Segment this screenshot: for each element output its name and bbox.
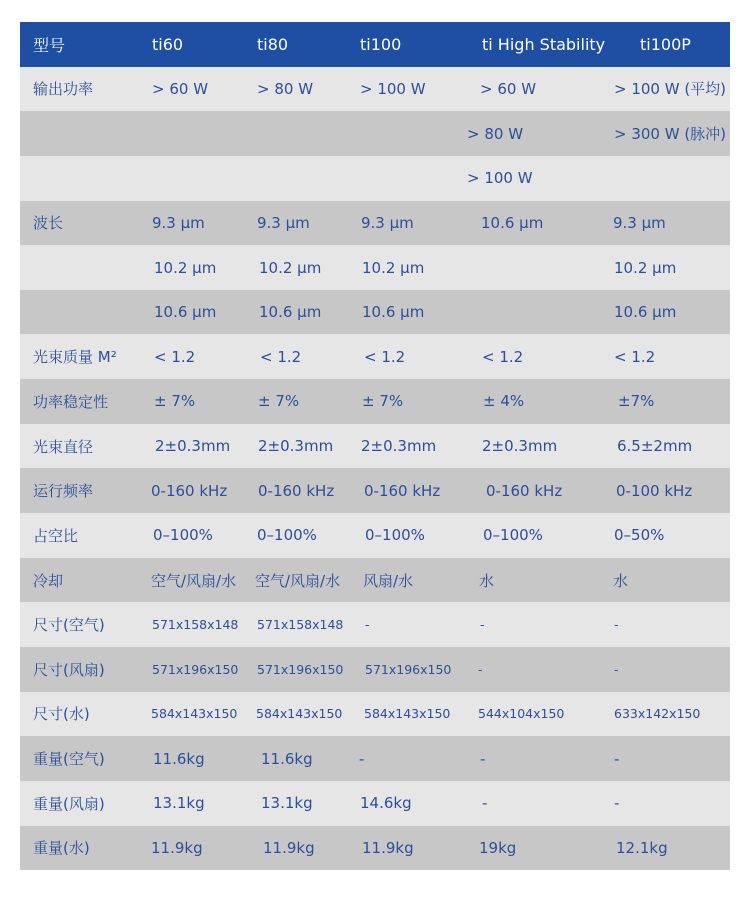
table-cell: 10.6 μm: [614, 303, 677, 322]
table-cell: 9.3 μm: [257, 213, 310, 232]
row-label: 尺寸(风扇): [33, 660, 105, 679]
header-ti80: ti80: [257, 34, 289, 54]
table-cell: 13.1kg: [261, 794, 313, 813]
table-cell: ±7%: [618, 392, 655, 411]
table-row: [20, 111, 730, 156]
table-cell: < 1.2: [482, 347, 524, 366]
header-ti-high-stability: ti High Stability: [482, 34, 606, 54]
row-label: 重量(空气): [33, 750, 105, 769]
table-cell: 空气/风扇/水: [151, 571, 237, 590]
table-cell: 2±0.3mm: [155, 437, 231, 456]
table-cell: 11.9kg: [151, 838, 203, 857]
row-label: 重量(水): [33, 839, 90, 858]
table-cell: ± 7%: [258, 392, 300, 411]
table-cell: < 1.2: [154, 347, 196, 366]
table-row: [20, 558, 730, 603]
row-label: 重量(风扇): [33, 794, 105, 813]
header-ti60: ti60: [152, 34, 184, 54]
row-label: 功率稳定性: [33, 392, 109, 411]
table-cell: 10.6 μm: [362, 303, 425, 322]
table-cell: 10.6 μm: [154, 303, 217, 322]
table-cell: > 80 W: [257, 79, 314, 98]
table-cell: ± 7%: [154, 392, 196, 411]
table-cell: 584x143x150: [364, 706, 451, 722]
table-cell: 10.2 μm: [614, 258, 677, 277]
table-cell: 11.6kg: [153, 749, 205, 768]
table-cell: > 100 W: [467, 169, 533, 188]
header-model: 型号: [33, 35, 66, 55]
table-cell: 0–100%: [483, 526, 543, 545]
table-cell: -: [614, 617, 619, 633]
table-cell: 14.6kg: [360, 794, 412, 813]
table-row: [20, 602, 730, 647]
table-cell: 571x158x148: [152, 617, 239, 633]
table-cell: 10.2 μm: [154, 258, 217, 277]
table-cell: > 300 W (脉冲): [614, 125, 727, 144]
table-cell: 13.1kg: [153, 794, 205, 813]
table-cell: 10.2 μm: [259, 258, 322, 277]
table-cell: 633x142x150: [614, 706, 701, 722]
table-cell: 0-160 kHz: [364, 481, 441, 500]
table-cell: > 60 W: [152, 79, 209, 98]
table-cell: 11.6kg: [261, 749, 313, 768]
table-cell: 0-160 kHz: [486, 481, 563, 500]
table-cell: 0-100 kHz: [616, 481, 693, 500]
table-cell: 571x158x148: [257, 617, 344, 633]
table-row: [20, 468, 730, 513]
table-row: [20, 334, 730, 379]
table-cell: 0-160 kHz: [258, 481, 335, 500]
table-cell: 6.5±2mm: [617, 437, 693, 456]
table-cell: 风扇/水: [363, 571, 414, 590]
table-cell: -: [614, 794, 620, 813]
table-cell: > 100 W: [360, 79, 426, 98]
row-label: 尺寸(水): [33, 705, 90, 724]
table-cell: 9.3 μm: [361, 213, 414, 232]
table-cell: 水: [613, 571, 629, 590]
table-cell: 0–50%: [614, 526, 665, 545]
table-row: [20, 201, 730, 246]
table-cell: -: [365, 617, 370, 633]
row-label: 尺寸(空气): [33, 616, 105, 635]
table-cell: 0–100%: [365, 526, 425, 545]
table-header-row: [20, 22, 730, 67]
table-cell: -: [480, 749, 486, 768]
table-cell: 0–100%: [257, 526, 317, 545]
table-cell: 0-160 kHz: [151, 481, 228, 500]
table-cell: > 80 W: [467, 124, 524, 143]
table-cell: 571x196x150: [152, 661, 239, 677]
table-cell: 12.1kg: [616, 838, 668, 857]
table-cell: -: [614, 661, 619, 677]
table-cell: 584x143x150: [256, 706, 343, 722]
table-cell: 2±0.3mm: [258, 437, 334, 456]
table-row: [20, 156, 730, 201]
table-cell: 水: [479, 571, 495, 590]
table-row: [20, 245, 730, 290]
table-cell: 571x196x150: [257, 661, 344, 677]
spec-table: [20, 22, 730, 870]
table-row: [20, 290, 730, 335]
table-row: [20, 781, 730, 826]
table-cell: 2±0.3mm: [361, 437, 437, 456]
table-cell: ± 7%: [362, 392, 404, 411]
table-cell: -: [614, 749, 620, 768]
table-cell: 11.9kg: [263, 838, 315, 857]
table-cell: > 100 W (平均): [614, 80, 727, 99]
table-cell: 9.3 μm: [152, 213, 205, 232]
table-cell: -: [480, 617, 485, 633]
table-row: [20, 692, 730, 737]
row-label: 运行频率: [33, 482, 94, 501]
table-cell: 19kg: [479, 838, 517, 857]
row-label: 光束直径: [33, 437, 94, 456]
table-row: [20, 379, 730, 424]
table-row: [20, 513, 730, 558]
table-cell: < 1.2: [614, 347, 656, 366]
table-cell: ± 4%: [483, 392, 525, 411]
table-cell: < 1.2: [364, 347, 406, 366]
table-cell: -: [478, 661, 483, 677]
table-cell: 584x143x150: [151, 706, 238, 722]
table-cell: -: [482, 794, 488, 813]
header-ti100p: ti100P: [640, 34, 691, 54]
table-row: [20, 826, 730, 871]
header-ti100: ti100: [360, 34, 402, 54]
table-cell: < 1.2: [260, 347, 302, 366]
table-cell: > 60 W: [480, 79, 537, 98]
table-cell: -: [359, 749, 365, 768]
table-row: [20, 736, 730, 781]
table-cell: 10.6 μm: [259, 303, 322, 322]
table-row: [20, 67, 730, 112]
table-cell: 9.3 μm: [613, 213, 666, 232]
row-label: 冷却: [33, 571, 64, 590]
table-cell: 10.2 μm: [362, 258, 425, 277]
table-cell: 空气/风扇/水: [255, 571, 341, 590]
row-label: 占空比: [33, 526, 79, 545]
table-cell: 10.6 μm: [481, 213, 544, 232]
table-cell: 2±0.3mm: [482, 437, 558, 456]
table-row: [20, 647, 730, 692]
row-label: 波长: [33, 214, 64, 233]
row-label: 光束质量 M²: [33, 348, 117, 367]
table-row: [20, 424, 730, 469]
table-cell: 0–100%: [153, 526, 213, 545]
table-cell: 11.9kg: [362, 838, 414, 857]
row-label: 输出功率: [33, 80, 94, 99]
table-cell: 571x196x150: [365, 661, 452, 677]
table-cell: 544x104x150: [478, 706, 565, 722]
